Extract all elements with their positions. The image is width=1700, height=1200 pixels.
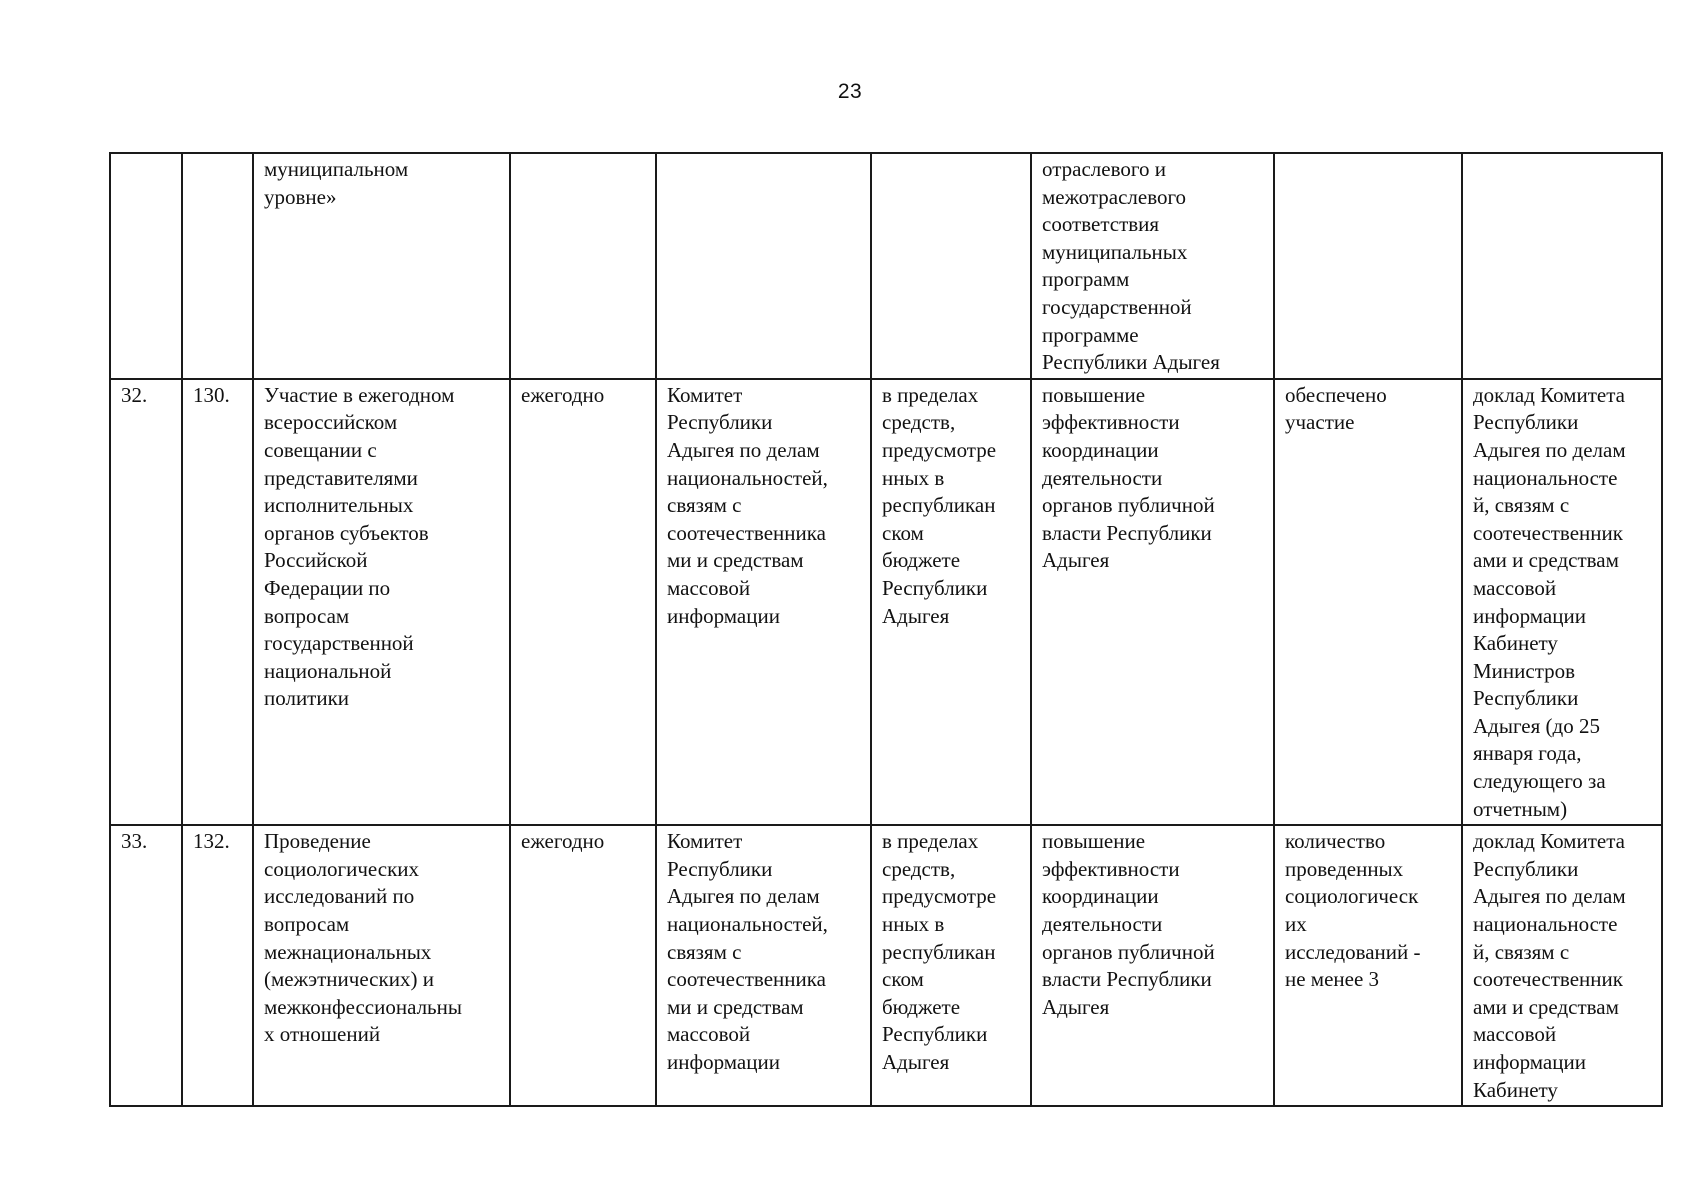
cell-report: доклад Комитета Республики Адыгея по делам национальносте й, связям с соотечественник ами и средствам массовой информации Кабинету <box>1462 825 1662 1106</box>
table-row <box>110 379 1662 826</box>
cell-funding <box>871 153 1031 379</box>
cell-period <box>510 153 656 379</box>
cell-executor: Комитет Республики Адыгея по делам национальностей, связям с соотечественника ми и средствам массовой информации <box>656 379 871 826</box>
cell-item-number <box>182 153 253 379</box>
cell-executor <box>656 153 871 379</box>
table-row <box>110 153 1662 379</box>
cell-result: повышение эффективности координации деятельности органов публичной власти Республики Адыгея <box>1031 825 1274 1106</box>
cell-report: доклад Комитета Республики Адыгея по делам национальносте й, связям с соотечественник ами и средствам массовой информации Кабинету Министров Республики Адыгея (до 25 января года, следующего за отчетным) <box>1462 379 1662 826</box>
cell-funding: в пределах средств, предусмотре нных в республикан ском бюджете Республики Адыгея <box>871 379 1031 826</box>
table-row <box>110 825 1662 1106</box>
cell-row-number: 32. <box>110 379 182 826</box>
cell-executor: Комитет Республики Адыгея по делам национальностей, связям с соотечественника ми и средствам массовой информации <box>656 825 871 1106</box>
cell-report <box>1462 153 1662 379</box>
cell-item-number: 130. <box>182 379 253 826</box>
cell-indicator <box>1274 153 1462 379</box>
cell-result: отраслевого и межотраслевого соответствия муниципальных программ государственной программе Республики Адыгея <box>1031 153 1274 379</box>
page-number: 23 <box>837 80 863 103</box>
cell-indicator: обеспечено участие <box>1274 379 1462 826</box>
cell-result: повышение эффективности координации деятельности органов публичной власти Республики Адыгея <box>1031 379 1274 826</box>
cell-period: ежегодно <box>510 825 656 1106</box>
plan-table <box>109 152 1663 1107</box>
cell-item-number: 132. <box>182 825 253 1106</box>
cell-activity: Проведение социологических исследований по вопросам межнациональных (межэтнических) и межконфессиональны х отношений <box>253 825 510 1106</box>
cell-activity: муниципальном уровне» <box>253 153 510 379</box>
cell-row-number <box>110 153 182 379</box>
cell-funding: в пределах средств, предусмотре нных в республикан ском бюджете Республики Адыгея <box>871 825 1031 1106</box>
cell-activity: Участие в ежегодном всероссийском совещании с представителями исполнительных органов субъектов Российской Федерации по вопросам государственной национальной политики <box>253 379 510 826</box>
cell-period: ежегодно <box>510 379 656 826</box>
cell-indicator: количество проведенных социологическ их исследований - не менее 3 <box>1274 825 1462 1106</box>
cell-row-number: 33. <box>110 825 182 1106</box>
